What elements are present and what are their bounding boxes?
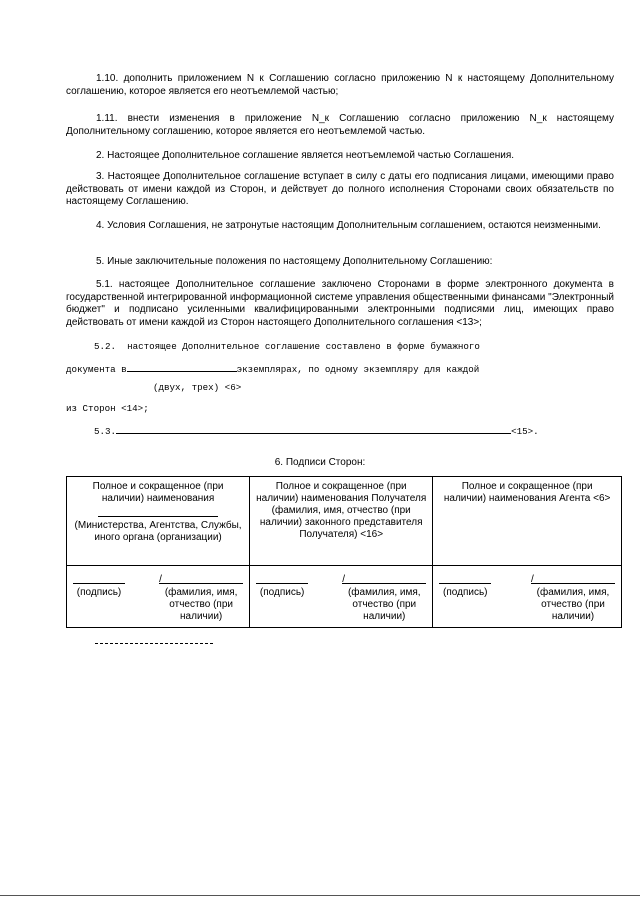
paragraph-5-3: [94, 424, 539, 438]
paragraph-1-10: [66, 73, 614, 98]
paragraph-5-text: 5. Иные заключительные положения по настоящему Дополнительному Соглашению:: [96, 256, 493, 267]
paragraph-5: [66, 256, 614, 269]
party-1-signature-line: [73, 574, 125, 584]
signatures-table: [66, 476, 622, 628]
party-2-name-line: [342, 574, 426, 584]
party-3-signature-label: (подпись): [443, 587, 488, 598]
party-1-subtitle: (Министерства, Агентства, Службы, иного органа (организации): [74, 520, 242, 543]
paragraph-2: [66, 150, 614, 163]
paragraph-5-2-line1: 5.2. настоящее Дополнительное соглашение составлено в форме бумажного: [94, 341, 480, 352]
party-1-name-line: [98, 510, 218, 517]
copies-prefix: документа в: [66, 364, 127, 375]
party-1-name-line: [159, 574, 243, 584]
paragraph-5-2-line4: из Сторон <14>;: [66, 403, 149, 414]
party-3-signature-cell: [433, 566, 622, 628]
party-1-signature-label: (подпись): [76, 587, 122, 598]
paragraph-5-1: [66, 279, 614, 329]
party-2-name-label: (фамилия, имя, отчество (при наличии): [347, 587, 421, 622]
party-1-header: [67, 477, 250, 566]
party-3-slash: /: [531, 574, 534, 585]
paragraph-5-3-ref: <15>.: [511, 426, 539, 437]
paragraph-4: [66, 220, 614, 233]
paragraph-2-text: 2. Настоящее Дополнительное соглашение является неотъемлемой частью Соглашения.: [96, 150, 515, 161]
party-3-title: Полное и сокращенное (при наличии) наименования Агента <6>: [443, 481, 611, 504]
party-2-slash: /: [342, 574, 346, 585]
party-1-title: Полное и сокращенное (при наличии) наименования: [92, 481, 224, 504]
signatures-title: 6. Подписи Сторон:: [274, 457, 366, 468]
signatures-sign-row: [67, 566, 622, 628]
party-2-header: [250, 477, 433, 566]
party-2-signature-line: [256, 574, 308, 584]
party-2-title: Полное и сокращенное (при наличии) наименования Получателя (фамилия, имя, отчество (при наличии) законного представителя Получателя) <16>: [256, 481, 427, 540]
party-3-name-line: [531, 574, 615, 584]
paragraph-1-11-text: 1.11. внести изменения в приложение N_к Соглашению согласно приложению N_к настоящему Дополнительному соглашению, которое является его неотъемлемой частью.: [66, 113, 614, 137]
paragraph-5-1-text: 5.1. настоящее Дополнительное соглашение заключено Сторонами в форме электронного документа в государственной интегрированной информационной системе управления общественными финансами "Электронный бюджет" и подписано усиленными квалифицированными электронными подписями лиц, имеющих право действовать от имени каждой из Сторон настоящего Дополнительного соглашения <13>;: [66, 279, 614, 328]
party-2-signature-cell: [250, 566, 433, 628]
party-1-name-label: (фамилия, имя, отчество (при наличии): [164, 587, 238, 622]
paragraph-1-11: [66, 113, 614, 138]
paragraph-5-3-blank: [116, 424, 511, 434]
footnote-separator: [95, 643, 213, 644]
party-3-header: [433, 477, 622, 566]
paragraph-3: [66, 171, 614, 209]
paragraph-4-text: 4. Условия Соглашения, не затронутые настоящим Дополнительным соглашением, остаются неизменными.: [96, 220, 601, 231]
page-bottom-rule: [0, 895, 640, 896]
paragraph-1-10-text: 1.10. дополнить приложением N к Соглашению согласно приложению N к настоящему Дополнительному соглашению, которое является его неотъемлемой частью;: [66, 73, 614, 97]
paragraph-5-2-line3: (двух, трех) <6>: [153, 382, 242, 393]
signatures-header-row: [67, 477, 622, 566]
party-2-signature-label: (подпись): [259, 587, 305, 598]
party-1-signature-cell: [67, 566, 250, 628]
copies-count-blank: [127, 362, 237, 372]
party-3-signature-line: [439, 574, 491, 584]
paragraph-5-3-number: 5.3.: [94, 426, 117, 437]
paragraph-3-text: 3. Настоящее Дополнительное соглашение вступает в силу с даты его подписания лицами, имеющими право действовать от имени каждой из Сторон, и действует до полного исполнения Сторонами своих обязательств по настоящему Соглашению.: [66, 171, 614, 208]
party-1-slash: /: [159, 574, 162, 585]
copies-suffix: экземплярах, по одному экземпляру для каждой: [236, 364, 480, 375]
paragraph-5-2-line2: [66, 362, 479, 376]
party-3-name-label: (фамилия, имя, отчество (при наличии): [536, 587, 610, 622]
